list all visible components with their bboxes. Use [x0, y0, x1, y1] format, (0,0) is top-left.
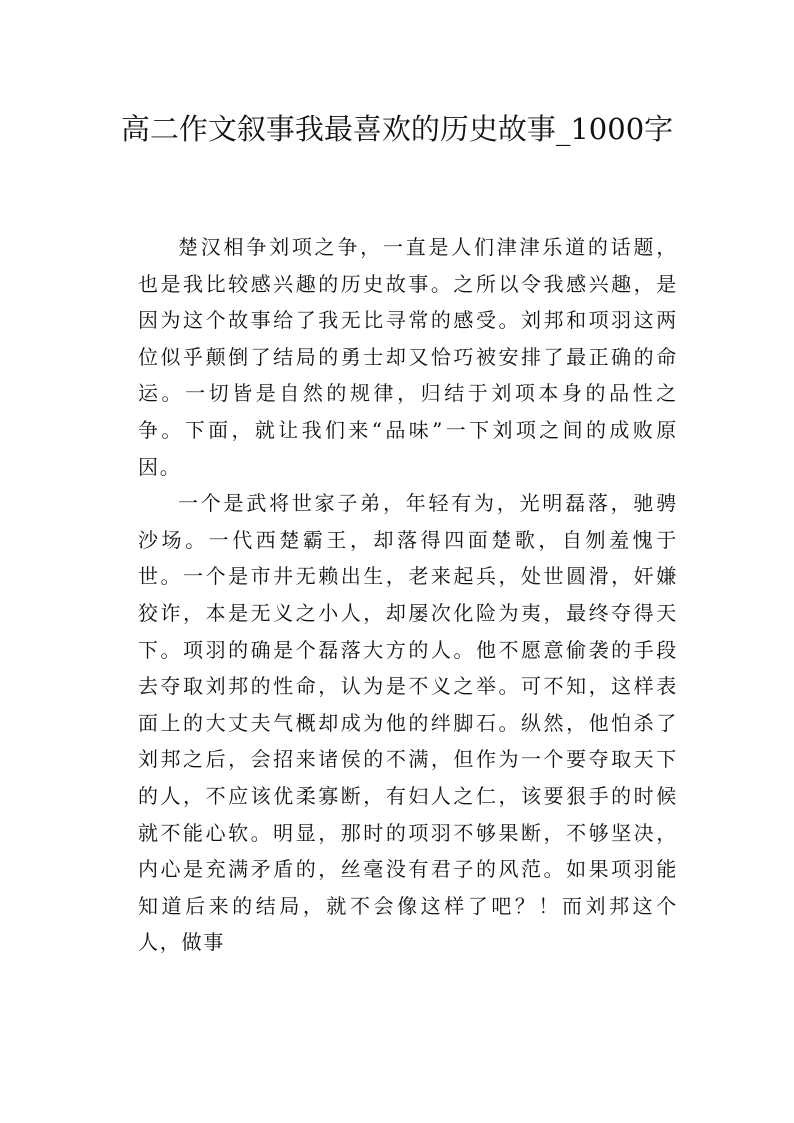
paragraph-2: 一个是武将世家子弟，年轻有为，光明磊落，驰骋沙场。一代西楚霸王，却落得四面楚歌，自刎羞愧于世。一个是市井无赖出生，老来起兵，处世圆滑，奸嫌狡诈，本是无义之小人，却屡次化险为夷，最终夺得天下。项羽的确是个磊落大方的人。他不愿意偷袭的手段去夺取刘邦的性命，认为是不义之举。可不知，这样表面上的大丈夫气概却成为他的绊脚石。纵然，他怕杀了刘邦之后，会招来诸侯的不满，但作为一个要夺取天下的人，不应该优柔寡断，有妇人之仁，该要狠手的时候就不能心软。明显，那时的项羽不够果断，不够坚决，内心是充满矛盾的，丝毫没有君子的风范。如果项羽能知道后来的结局，就不会像这样了吧？！而刘邦这个人，做事	[138, 491, 678, 955]
document-title: 高二作文叙事我最喜欢的历史故事_1000字	[120, 112, 674, 146]
paragraph-1: 楚汉相争刘项之争，一直是人们津津乐道的话题，也是我比较感兴趣的历史故事。之所以令我感兴趣，是因为这个故事给了我无比寻常的感受。刘邦和项羽这两位似乎颠倒了结局的勇士却又恰巧被安排了最正确的命运。一切皆是自然的规律，归结于刘项本身的品性之争。下面，就让我们来“品味”一下刘项之间的成败原因。	[138, 235, 678, 479]
document-body	[138, 229, 678, 961]
